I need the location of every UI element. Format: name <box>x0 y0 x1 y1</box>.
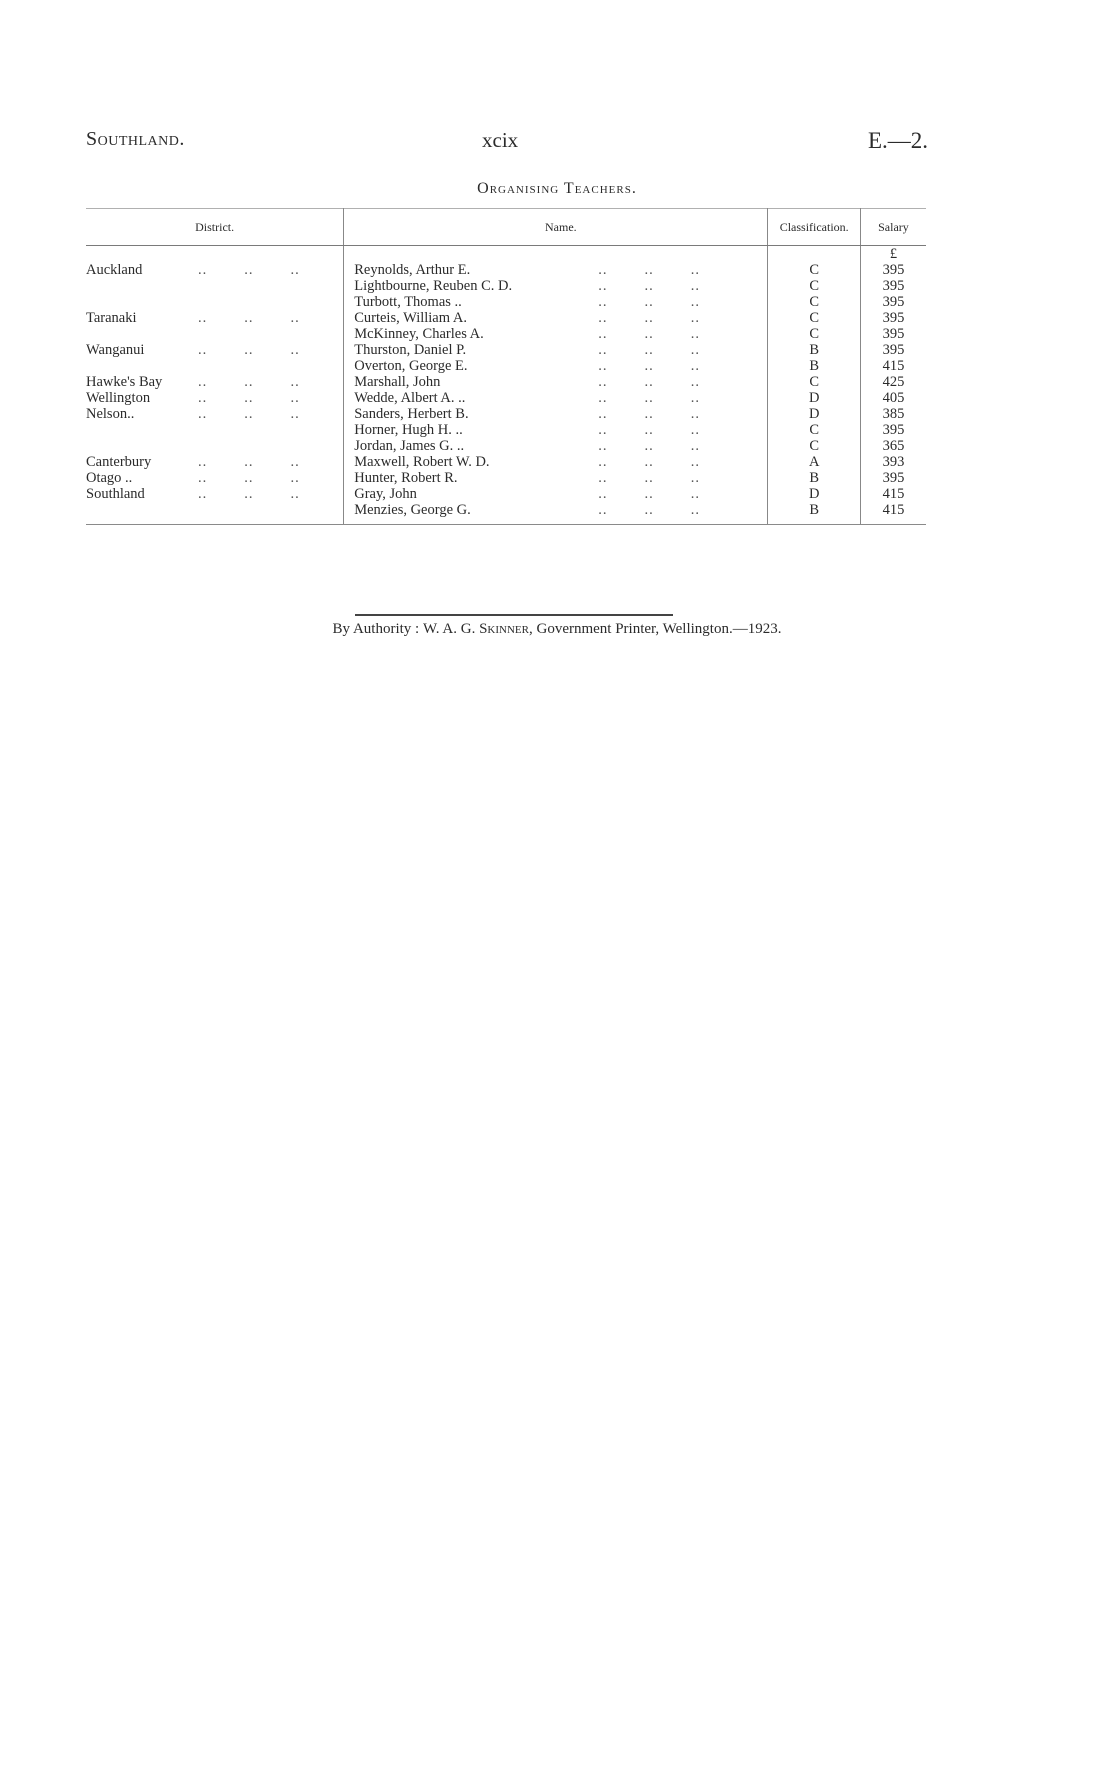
table-row <box>86 310 926 326</box>
salary-cell: 405 <box>882 390 905 406</box>
leader-dots: .. .. .. <box>598 438 700 454</box>
salary-cell: 395 <box>882 262 905 278</box>
table-row <box>86 486 926 502</box>
table-row <box>86 374 926 390</box>
salary-cell: 365 <box>882 438 905 454</box>
classification-cell: C <box>768 438 860 454</box>
leader-dots: .. .. .. <box>198 262 300 278</box>
unit-row <box>86 246 926 263</box>
imprint-prefix: By Authority : <box>332 621 420 637</box>
classification-cell: A <box>768 454 860 470</box>
district-cell: Wanganui <box>86 342 145 358</box>
classification-cell: D <box>768 390 860 406</box>
leader-dots: .. .. .. <box>598 422 700 438</box>
running-head <box>86 128 928 158</box>
name-cell: Curteis, William A. <box>354 310 467 326</box>
name-cell: Thurston, Daniel P. <box>354 342 467 358</box>
classification-cell: C <box>768 326 860 342</box>
header-name: Name. <box>344 209 768 246</box>
classification-cell: B <box>768 502 860 525</box>
classification-cell: B <box>768 342 860 358</box>
leader-dots: .. .. .. <box>198 342 300 358</box>
salary-cell: 415 <box>882 486 905 502</box>
leader-dots: .. .. .. <box>598 326 700 342</box>
page-number: xcix <box>482 128 519 152</box>
header-salary: Salary <box>860 209 926 246</box>
leader-dots: .. .. .. <box>598 278 700 294</box>
name-cell: Marshall, John <box>354 374 441 390</box>
classification-cell: C <box>768 374 860 390</box>
district-cell: Otago .. <box>86 470 133 486</box>
leader-dots: .. .. .. <box>198 374 300 390</box>
leader-dots: .. .. .. <box>598 374 700 390</box>
imprint-rule <box>355 614 673 616</box>
table-row <box>86 390 926 406</box>
name-cell: Sanders, Herbert B. <box>354 406 469 422</box>
district-cell: Canterbury <box>86 454 152 470</box>
district-cell: Taranaki <box>86 310 137 326</box>
header-classification: Classification. <box>768 209 860 246</box>
district-cell: Southland <box>86 486 145 502</box>
table-row <box>86 358 926 374</box>
name-cell: Gray, John <box>354 486 417 502</box>
table-row <box>86 454 926 470</box>
salary-cell: 395 <box>882 310 905 326</box>
leader-dots: .. .. .. <box>198 310 300 326</box>
name-cell: Menzies, George G. <box>354 502 471 518</box>
salary-unit: £ <box>889 246 898 262</box>
leader-dots: .. .. .. <box>598 502 700 518</box>
table-row <box>86 438 926 454</box>
header-district: District. <box>86 209 344 246</box>
leader-dots: .. .. .. <box>598 454 700 470</box>
classification-cell: D <box>768 406 860 422</box>
leader-dots: .. .. .. <box>598 390 700 406</box>
salary-cell: 395 <box>882 470 905 486</box>
name-cell: Reynolds, Arthur E. <box>354 262 471 278</box>
table-row <box>86 502 926 525</box>
name-cell: Wedde, Albert A. .. <box>354 390 466 406</box>
leader-dots: .. .. .. <box>598 342 700 358</box>
salary-cell: 425 <box>882 374 905 390</box>
district-cell: Hawke's Bay <box>86 374 163 390</box>
table-row <box>86 422 926 438</box>
salary-cell: 395 <box>882 278 905 294</box>
leader-dots: .. .. .. <box>598 294 700 310</box>
classification-cell: C <box>768 278 860 294</box>
table-row <box>86 294 926 310</box>
leader-dots: .. .. .. <box>598 358 700 374</box>
leader-dots: .. .. .. <box>198 390 300 406</box>
salary-cell: 395 <box>882 422 905 438</box>
name-cell: Horner, Hugh H. .. <box>354 422 463 438</box>
name-cell: Jordan, James G. .. <box>354 438 465 454</box>
section-title: Organising Teachers. <box>477 180 637 197</box>
salary-cell: 395 <box>882 342 905 358</box>
leader-dots: .. .. .. <box>198 486 300 502</box>
table-row <box>86 262 926 278</box>
classification-cell: B <box>768 470 860 486</box>
leader-dots: .. .. .. <box>598 310 700 326</box>
table-row <box>86 342 926 358</box>
leader-dots: .. .. .. <box>598 470 700 486</box>
classification-cell: D <box>768 486 860 502</box>
classification-cell: B <box>768 358 860 374</box>
name-cell: Maxwell, Robert W. D. <box>354 454 490 470</box>
salary-cell: 395 <box>882 326 905 342</box>
leader-dots: .. .. .. <box>598 486 700 502</box>
leader-dots: .. .. .. <box>598 262 700 278</box>
salary-cell: 395 <box>882 294 905 310</box>
imprint-suffix: Government Printer, Wellington.—1923. <box>536 621 782 637</box>
leader-dots: .. .. .. <box>198 470 300 486</box>
name-cell: McKinney, Charles A. <box>354 326 484 342</box>
district-cell: Wellington <box>86 390 151 406</box>
district-cell: Nelson.. <box>86 406 135 422</box>
name-cell: Turbott, Thomas .. <box>354 294 462 310</box>
table-row <box>86 278 926 294</box>
table-header-row <box>86 209 926 246</box>
classification-cell: C <box>768 422 860 438</box>
imprint-printer: W. A. G. Skinner, <box>422 621 533 637</box>
salary-cell: 415 <box>882 358 905 374</box>
table-row <box>86 406 926 422</box>
leader-dots: .. .. .. <box>198 406 300 422</box>
name-cell: Lightbourne, Reuben C. D. <box>354 278 513 294</box>
name-cell: Overton, George E. <box>354 358 468 374</box>
leader-dots: .. .. .. <box>198 454 300 470</box>
leader-dots: .. .. .. <box>598 406 700 422</box>
district-cell: Auckland <box>86 262 143 278</box>
table-row <box>86 470 926 486</box>
table-row <box>86 326 926 342</box>
classification-cell: C <box>768 310 860 326</box>
report-reference: E.—2. <box>867 128 928 153</box>
running-head-region: Southland. <box>86 128 185 150</box>
salary-cell: 415 <box>860 502 926 525</box>
classification-cell: C <box>768 294 860 310</box>
organising-teachers-table <box>86 208 926 525</box>
imprint <box>0 621 1114 638</box>
salary-cell: 385 <box>882 406 905 422</box>
salary-cell: 393 <box>882 454 905 470</box>
name-cell: Hunter, Robert R. <box>354 470 458 486</box>
table-body <box>86 246 926 525</box>
classification-cell: C <box>768 262 860 278</box>
